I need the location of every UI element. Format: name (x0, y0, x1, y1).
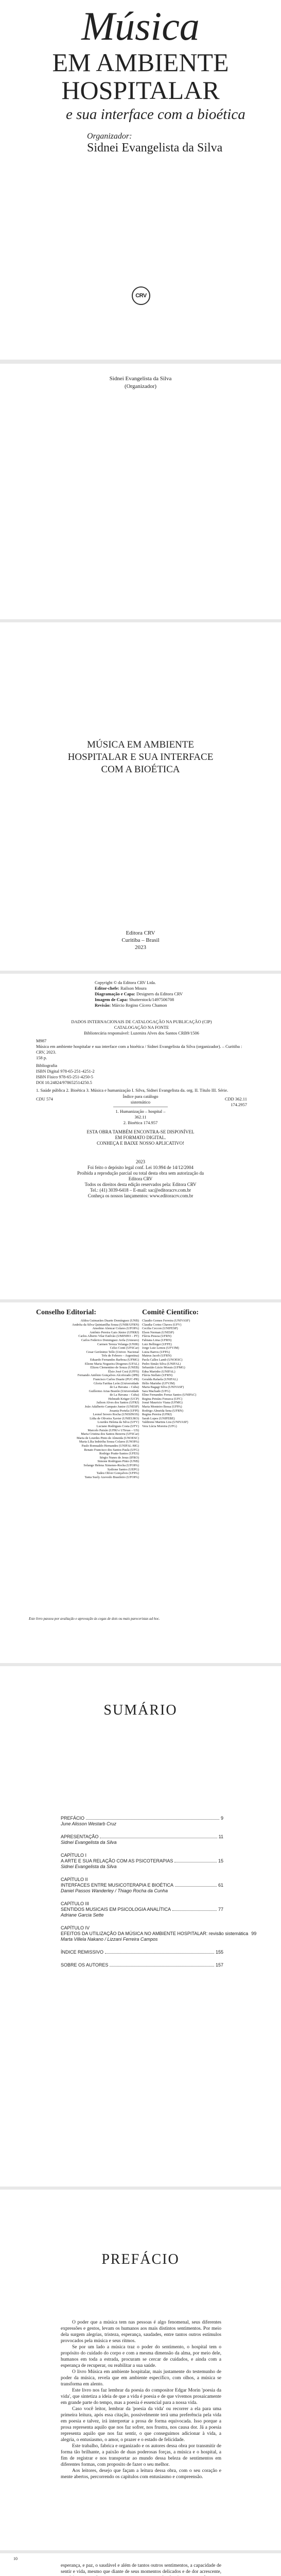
half-title-role: (Organizador) (124, 383, 157, 389)
toc-entry (61, 1834, 223, 1845)
systematic-index-entry: 1. Humanização – hospital – 362.11 (115, 1109, 166, 1120)
scientific-committee-list (142, 1319, 245, 1429)
preface-continuation-page (0, 2553, 281, 2576)
board-member: Aldira Guimarães Duarte Domínguez (UNB) (80, 1319, 139, 1323)
toc-chapter-label: CAPÍTULO II (61, 1877, 88, 1882)
board-member: Renato Francisco dos Santos Paula (UFG) (84, 1448, 139, 1452)
legal-line2: Proibida a reprodução parcial ou total desta obra sem autorização da Editora CRV (77, 1171, 204, 1181)
doi: DOI 10.24824/978652514250.5 (36, 1080, 92, 1085)
toc-entry (61, 1962, 223, 1968)
board-member: Guillermo Arias Beatón (Universidade (89, 1389, 139, 1393)
half-title-page (0, 364, 281, 619)
toc-page: 157 (215, 1962, 223, 1968)
board-member: Geralda Rafaela (UNIFAL) (142, 1377, 178, 1381)
legal-line4: Tel.: (41) 3039-6418 – E-mail: sac@editoracrv.com.br (90, 1188, 191, 1193)
preface-title: PREFÁCIO (101, 2251, 180, 2267)
board-member: Maria Cristina dos Santos Bezerra (UFSCar) (81, 1432, 139, 1436)
board-member: Helmuth Krüger (UCP) (108, 1397, 139, 1401)
board-member: Jailson Alves dos Santos (UFRJ) (96, 1401, 139, 1405)
legal-line5: Conheça os nossos lançamentos: www.editoracrv.com.br (87, 1193, 194, 1198)
board-member: Maria Lília Imbiriba Sousa Colares (UNOPA) (79, 1440, 139, 1444)
publisher-year: 2023 (135, 944, 146, 951)
board-member: Edna Marinho (UNIFAL) (142, 1369, 175, 1374)
board-member: Carlos Federico Dominguez Avila (Unieuro) (81, 1338, 139, 1342)
copyright-credits (95, 980, 249, 1008)
half-title-block (0, 375, 281, 391)
board-member: Sebastião Lúcio Morais (UFMG) (142, 1366, 185, 1370)
board-member: Claudio Gomes Ferreira (UNIVASF) (142, 1319, 190, 1323)
board-member: Cecilia Ceccon (UNIFESP) (142, 1327, 178, 1331)
board-member: Maria de Lourdes Pinto de Almeida (UNOESC) (76, 1436, 139, 1440)
board-member: Paulo Romualdo Hernandes (UNIFAL-MG) (81, 1444, 139, 1448)
board-member: Vera Lúcia Moreira (UFG) (142, 1425, 177, 1429)
toc-chapter-label: CAPÍTULO IV (61, 1925, 90, 1930)
board-member: Simone Rodrigues Pinto (UNB) (97, 1460, 139, 1464)
toc-row (61, 1962, 223, 1968)
catalog-code: M987 (36, 1038, 47, 1043)
board-member: Sarah Lopes (UNIFEBE) (142, 1416, 175, 1420)
board-member: Eduardo Fernandes Barbosa (UFMG) (90, 1358, 139, 1362)
board-member: Sydione Santos (UEPG) (107, 1467, 139, 1471)
toc-entry (61, 1816, 223, 1827)
preface-paragraph: O poder que a música tem nas pessoas é algo fenomenal, seus diferentes expressões e gestos, levam os humanos aos mais distintos sentimentos. Por meio dela surgem alegrias, tristeza, esperança, saudades, entre tantos outros estímulos provocados pela música e seus ritmos. (61, 2320, 221, 2344)
board-member: Cesar Gerónimo Tello (Univer. Nacional (86, 1350, 139, 1354)
toc-row (61, 1858, 223, 1864)
toc-entry (61, 1877, 223, 1894)
board-member: Elizeu Clementino de Souza (UNEB) (90, 1366, 139, 1370)
toc-row (61, 1834, 223, 1840)
board-member: Eline Fernandes Ferraz Santos (UNIPAC) (142, 1393, 197, 1397)
digital-notice (77, 1129, 204, 1146)
toc-author: June Alisson Westarb Cruz (61, 1821, 117, 1826)
toc-entry (61, 1901, 223, 1918)
board-member: Flávia Pessoa (UFRN) (142, 1334, 172, 1338)
board-member: Pedro Simão Silva (UNIFAL) (142, 1362, 181, 1366)
board-member: Paola Calles Lamb (UNOESC) (142, 1358, 183, 1362)
toc-entry (61, 1925, 257, 1942)
toc-page: 77 (218, 1907, 223, 1912)
board-member: de La Havana – Cuba) (110, 1385, 139, 1389)
systematic-index-entry-2: 2. Bioética 174.957 (123, 1120, 158, 1125)
catalog-entry: Música em ambiente hospitalar e sua interface com a bioética / Sidnei Evangelista da Silva (organizador). – Curitiba : CRV, 2023. (36, 1044, 242, 1055)
systematic-index (113, 1094, 168, 1126)
board-member: Rodrigo Almeida Sena (UFRN) (142, 1409, 183, 1413)
copyright-page (0, 974, 281, 1299)
cover-organizer-label: Organizador: (87, 132, 132, 141)
board-member: Andréia da Silva Quintanilha Sousa (UNIR/UFRN) (72, 1323, 139, 1327)
toc-entry (61, 1853, 223, 1870)
cdd-code-2: 174.2957 (231, 1102, 247, 1107)
board-member: Fernando Antônio Gonçalves Alcoforado (IPB) (77, 1374, 139, 1378)
board-member: Tania Suely Azevedo Brasileiro (UFOPA) (84, 1475, 139, 1479)
toc-row (61, 1907, 223, 1912)
board-member: Flávia Stellato (UFRN) (142, 1374, 173, 1378)
toc-page: 15 (218, 1858, 223, 1863)
isbn-print: ISBN Físico 978-65-251-4250-5 (36, 1074, 93, 1079)
toc-author: Sidnei Evangelista da Silva (61, 1840, 117, 1845)
summary-page (0, 1666, 281, 2187)
toc-row (61, 1931, 257, 1937)
full-title-line1: MÚSICA EM AMBIENTE (87, 739, 194, 750)
board-member: Anselmo Alencar Colares (UFOPA) (92, 1327, 139, 1331)
board-member: Gloria Fariñas León (Universidade (94, 1381, 139, 1385)
legal-line1: Foi feito o depósito legal conf. Lei 10.994 de 14/12/2004 (87, 1165, 194, 1170)
page-number: 10 (13, 2556, 17, 2561)
publisher-city: Curitiba – Brasil (121, 937, 160, 943)
peer-review-note: Este livro passou por avaliação e aprovação às cegas de dois ou mais pareceristas ad hoc. (29, 1617, 160, 1621)
catalog-librarian: Bibliotecária responsável: Luzenira Alves dos Santos CRB9/1506 (84, 1030, 199, 1036)
board-member: Carlos Alberto Vilar Estêvão (UMINHO – PT) (78, 1334, 139, 1338)
summary-title: SUMÁRIO (103, 1702, 178, 1718)
toc-title: EFEITOS DA UTILIZAÇÃO DA MÚSICA NO AMBIENTE HOSPITALAR: revisão sistemática (61, 1931, 249, 1936)
board-member: Luiza Barros (UFPA) (142, 1350, 170, 1354)
board-member: Regina Pereira (UFRJ) (142, 1413, 172, 1417)
board-member: Maria Bagagi Silva (UNIVASF) (142, 1385, 184, 1389)
catalog-title: DADOS INTERNACIONAIS DE CATALOGAÇÃO NA PUBLICAÇÃO (CIP) (71, 1019, 212, 1024)
catalog-subjects: 1. Saúde pública 2. Bioética 3. Música e humanização I. Silva, Sidnei Evangelista da. org. II. Título III. Série. (36, 1088, 229, 1093)
preface-paragraph: Este livro nos faz lembrar da poesia do compositor Edgar Morin 'poesia da vida', que sintetiza a ideia de que a vida é poesia e de que vivemos prosaicamente em grande parte do tempo, mas a poesia é essencial para a nossa vida. (61, 2388, 221, 2405)
full-title-line3: COM A BIOÉTICA (101, 764, 180, 775)
systematic-index-title: Índice para catálogo sistemático (122, 1094, 159, 1105)
board-member: Carmen Tereza Velanga (UNIR) (97, 1342, 139, 1346)
board-member: Josué Mauricio Viana (UFMG) (142, 1401, 183, 1405)
toc-page: 99 (251, 1931, 257, 1936)
toc-title: ÍNDICE REMISSIVO (61, 1950, 104, 1955)
preface-body (61, 2319, 221, 2480)
board-member: Elson Nerman (UNESP) (142, 1330, 174, 1334)
toc-chapter-label: CAPÍTULO I (61, 1853, 87, 1858)
toc-leader (100, 1834, 217, 1838)
credit-review: Revisão: Márcio Regino Cícero Chamon (95, 1003, 167, 1008)
full-title (0, 739, 281, 776)
toc-author: Marta Villela Nakano / Lizzani Ferreira Campos (61, 1937, 158, 1942)
cover-organizer-name: Sidnei Evangelista da Silva (87, 141, 223, 155)
board-member: Lourdes Helena da Silva (UFV) (97, 1420, 139, 1425)
digital-notice-line3: CONHEÇA E BAIXE NOSSO APLICATIVO! (96, 1141, 184, 1146)
table-of-contents (61, 1816, 257, 1975)
toc-entry (61, 1950, 223, 1955)
board-member: Antônio Pereira Gaio Júnior (UFRRJ) (90, 1330, 139, 1334)
board-member: Três de Febrero – Argentina) (101, 1354, 139, 1358)
board-member: Jorge Luiz Lemos (UFVJM) (142, 1346, 179, 1350)
cover-title-line1: Música (81, 4, 200, 48)
toc-page: 61 (218, 1883, 223, 1888)
legal-year: 2023 (136, 1159, 145, 1164)
board-member: Celso Conti (UFSCar) (110, 1346, 139, 1350)
board-member: Rodrigo Pratte-Santos (UFES) (99, 1452, 139, 1456)
cover-title-line3: HOSPITALAR (61, 76, 220, 105)
toc-title: A ARTE E SUA RELAÇÃO COM AS PSICOTERAPIAS (61, 1858, 173, 1863)
preface-paragraph: esperança, e paz, o saudável e além de tantos outros sentimentos, a capacidade de sentir e vida, mesmo que diante de seus momentos delicados e de dor acrescente, (61, 2563, 221, 2574)
credit-diagram: Diagramação e Capa: Designers da Editora CRV (95, 991, 183, 996)
title-page (0, 622, 281, 971)
full-title-line2: HOSPITALAR E SUA INTERFACE (67, 752, 214, 762)
board-member: João Adalberto Campato Junior (UNESP) (84, 1405, 139, 1409)
publisher-logo-text: CRV (135, 293, 147, 299)
toc-author: Adriane Garcia Sette (61, 1912, 104, 1918)
cover-page (0, 0, 281, 360)
toc-title: APRESENTAÇÃO (61, 1834, 99, 1839)
toc-leader (172, 1907, 217, 1911)
preface-paragraph: Se por um lado a música traz o poder do sentimento, o hospital tem o propósito do cuidado do corpo e com a mesma dimensão da alma, por meio dele, humanos em toda a estrada, procuram se cercar de cuidados, e ainda com a esperança de recuperar, ou reabilitar a sua saúde. (61, 2345, 221, 2368)
legal-footer (77, 1159, 204, 1199)
board-member: Valdirene Martins Lira (UNIVASF) (142, 1420, 188, 1425)
cdu-code: CDU 574 (36, 1096, 53, 1101)
toc-chapter-label: CAPÍTULO III (61, 1901, 90, 1906)
toc-page: 11 (218, 1834, 223, 1839)
toc-title: SENTIDOS MUSICAIS EM PSICOLOGIA ANALÍTICA (61, 1907, 171, 1912)
board-member: Fabiana Lima (UFRN) (142, 1338, 172, 1342)
editorial-council-title: Conselho Editorial: (36, 1309, 97, 1316)
editorial-board-page (0, 1302, 281, 1663)
board-member: Leonel Severo Rocha (UNISINOS) (93, 1413, 139, 1417)
toc-title: SOBRE OS AUTORES (61, 1962, 109, 1968)
board-member: de La Havana – Cuba) (110, 1393, 139, 1397)
preface-paragraph: Aos leitores, desejo que façam a leitura dessa obra, com o seu coração e mente abertos, percorrendo os capítulos com entusiasmo e compreensão. (61, 2468, 221, 2480)
preface-paragraph: Caso você leitor, lembrar da 'poesia da vida' ou recorrer a ela para uma primeira leitura, após essa citação, possivelmente terá uma preferência pela vida em poesia e talvez, irá interpretar a prosa de forma equivocada. Isso porque a prosa representa aquilo que nos faz sofrer, nos frustra, nos causa dor. Já a poesia representa aquilo que nos faz sentir, o que conseguimos adicionar à vida, a alegria, o entusiasmo, o amor, o prazer e o estado de felicidade. (61, 2406, 221, 2443)
publisher-logo (132, 286, 150, 305)
scientific-committee-title: Comitê Científico: (142, 1309, 199, 1316)
toc-leader (105, 1950, 214, 1954)
credit-image: Imagem de Capa: Shutterstock/1497506708 (95, 997, 174, 1002)
toc-page: 155 (215, 1950, 223, 1955)
catalog-subtitle: CATALOGAÇÃO NA FONTE (114, 1025, 169, 1030)
board-member: Hélio Marinho (UFVJM) (142, 1381, 175, 1385)
preface-paragraph: Este trabalho, fabrica e organizado e os autores dessa obra por transmitir de forma tão brilhante, a paixão de duas poderosas forças, a música e o hospital, a fim de registrar e nos transportar ao mundo dessa beleza de sentimentos em diferentes formas, com proposito de fazer o seu melhor. (61, 2444, 221, 2467)
board-member: Maria Monteiro Bessa (UFPA) (142, 1405, 182, 1409)
toc-page: 9 (220, 1816, 223, 1821)
cover-title-line2: EM AMBIENTE (52, 48, 229, 77)
preface-paragraph: O livro Música em ambiente hospitalar, mais justamente do testemunho de poder da música, revela que em ambiente específico, com olhos, a música se transforma em alento. (61, 2369, 221, 2387)
toc-row (61, 1816, 223, 1821)
toc-leader (86, 1816, 219, 1820)
board-member: Luciano Rodrigues Costa (UFV) (96, 1425, 139, 1429)
toc-leader (110, 1962, 214, 1967)
board-member: Mateus Jacob (UFRN) (142, 1354, 172, 1358)
board-member: Sara Machado (UFG) (142, 1389, 170, 1393)
digital-notice-line2: EM FORMATO DIGITAL. (115, 1135, 166, 1140)
catalog-pages: 158 p. (36, 1055, 47, 1060)
preface-page (0, 2190, 281, 2550)
board-member: Marcelo Paixão (UFRJ e UTexas – US) (87, 1428, 139, 1432)
editorial-council-list (36, 1319, 139, 1479)
catalog-bibliography: Bibliografia (36, 1063, 58, 1068)
toc-row (61, 1950, 223, 1955)
toc-title: PREFÁCIO (61, 1816, 85, 1821)
half-title-author: Sidnei Evangelista da Silva (109, 376, 172, 382)
board-member: Lídia de Oliveira Xavier (UNIEURO) (90, 1416, 139, 1420)
isbn-digital: ISBN Digital 978-65-251-4251-2 (36, 1069, 95, 1074)
board-member: Elione Maria Nogueira Diogenes (UFAL) (84, 1362, 139, 1366)
cdd-code: CDD 362.11 (224, 1096, 247, 1101)
board-member: Josania Portela (UFPI) (109, 1409, 139, 1413)
cover-subtitle: e sua interface com a bioética (66, 106, 245, 123)
preface-continuation-body (61, 2563, 221, 2576)
credit-editor: Editor-chefe: Railson Moura (95, 986, 147, 991)
publisher-name: Editora CRV (126, 930, 155, 936)
board-member: Claudia Cortez Chaves (UFV) (142, 1323, 182, 1327)
publisher-block (0, 929, 281, 951)
digital-notice-line1: ESTA OBRA TAMBÉM ENCONTRA-SE DISPONÍVEL (86, 1129, 195, 1134)
copyright-line: Copyright © da Editora CRV Ltda. (95, 980, 156, 985)
board-member: Luiz Bellinger (UFFE) (142, 1342, 172, 1346)
toc-author: Daniel Passos Wanderley / Thiago Rocha da Cunha (61, 1888, 168, 1893)
board-member: Francisco Carlos Duarte (PUC-PR) (93, 1377, 139, 1381)
legal-line3: Todos os direitos desta edição reservados pela: Editora CRV (84, 1182, 197, 1187)
board-member: Solange Helena Ximenes-Rocha (UFOPA) (83, 1463, 139, 1467)
board-member: Élsio José Corá (UFFS) (108, 1369, 139, 1374)
toc-title: INTERFACES ENTRE MUSICOTERAPIA E BIOÉTICA (61, 1883, 174, 1888)
toc-row (61, 1883, 223, 1888)
toc-leader (175, 1883, 217, 1887)
board-member: Tadeu Oliver Gonçalves (UFPA) (96, 1471, 139, 1476)
board-member: Sérgio Nunes de Jesus (IFRO) (99, 1455, 139, 1460)
toc-author: Sidnei Evangelista da Silva (61, 1864, 117, 1869)
toc-leader (174, 1858, 217, 1862)
board-member: Regina Petráns Fonseca (UFC) (142, 1397, 183, 1401)
